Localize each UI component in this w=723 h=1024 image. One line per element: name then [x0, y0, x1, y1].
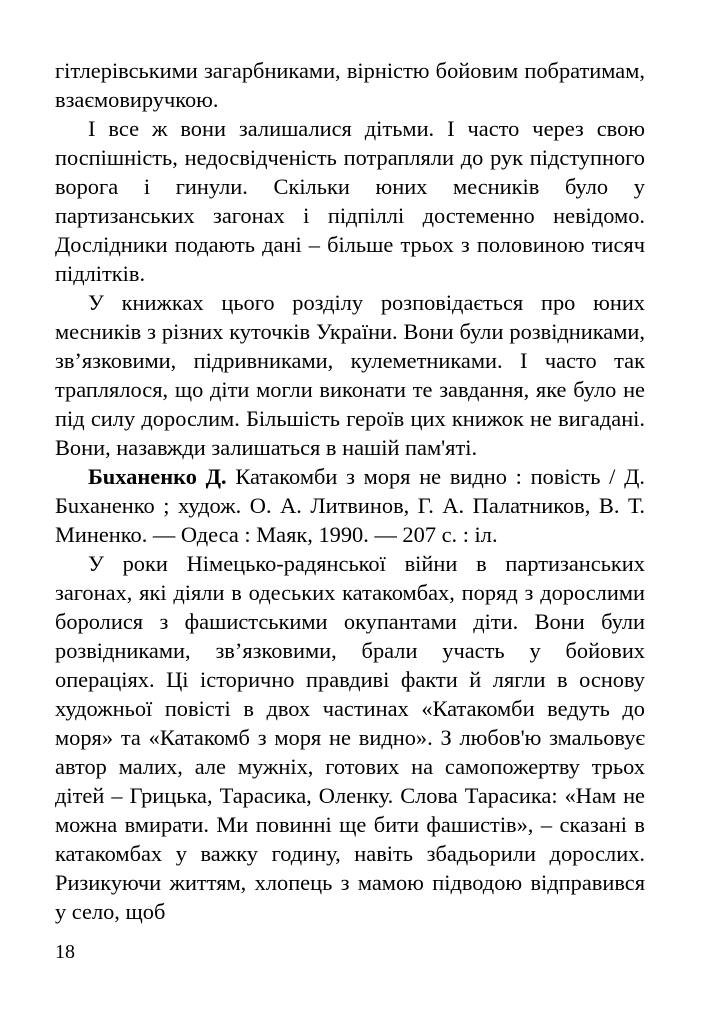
- bibliography-entry: [55, 462, 645, 549]
- paragraph-continuation: гітлерівськими загарбниками, вірністю бойовим побратимам, взаємовиручкою.: [55, 58, 645, 112]
- page-number: 18: [55, 941, 75, 963]
- page-body: [55, 56, 645, 926]
- paragraph-book-description: У роки Німецько-радянської війни в партизанських загонах, які діяли в одеських катакомбах, поряд з дорослими боролися з фашистськими окупантами діти. Вони були розвідниками, зв’язковими, брали участь у бойових операціях. Ці історично правдиві факти й лягли в основу художньої повісті в двох частинах «Катакомби ведуть до моря» та «Катакомб з моря не видно». З любов'ю змальовує автор малих, але мужніх, готових на самопожертву трьох дітей – Грицька, Тарасика, Оленку. Слова Тарасика: «Нам не можна вмирати. Ми повинні ще бити фашистів», – сказані в катакомбах у важку годину, навіть збадьорили дорослих. Ризикуючи життям, хлопець з мамою підводою відправився у село, щоб: [55, 551, 645, 924]
- bibliography-author: Бuханенко Д.: [88, 464, 227, 489]
- bibliography-citation: Катакомби з моря не видно : повість / Д. Бuханенко ; худож. О. А. Литвинов, Г. А. Палатников, В. Т. Миненко. — Одеса : Маяк, 1990. — 207 с. : іл.: [55, 464, 645, 547]
- paragraph-intro-section: У книжках цього розділу розповідається про юних месників з різних куточків України. Вони були розвідниками, зв’язковими, підривниками, кулеметниками. І часто так траплялося, що діти могли виконати те завдання, яке було не під силу дорослим. Більшість героїв цих книжок не вигадані. Вони, назавжди залишаться в нашій пам'яті.: [55, 290, 645, 460]
- paragraph-intro-children: І все ж вони залишалися дітьми. І часто через свою поспішність, недосвідченість потрапляли до рук підступного ворога і гинули. Скільки юних месників було у партизанських загонах і підпіллі достеменно невідомо. Дослідники подають дані – більше трьох з половиною тисяч підлітків.: [55, 116, 645, 286]
